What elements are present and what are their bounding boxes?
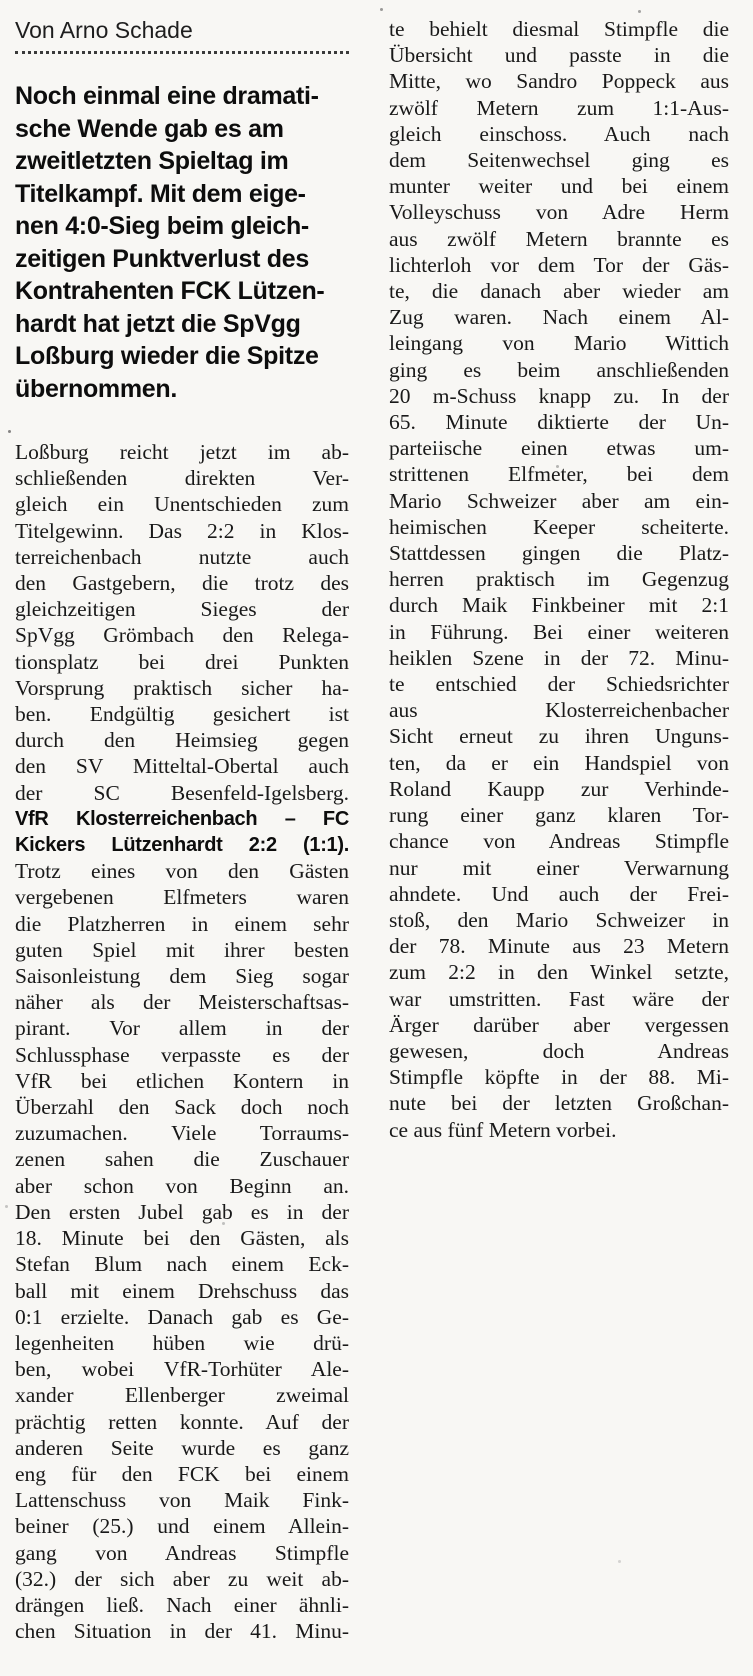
text-line: chance von Andreas Stimpfle: [389, 829, 729, 854]
text-line: VfR Klosterreichenbach – FC: [15, 807, 349, 830]
text-line: Stimpfle köpfte in der 88. Mi-: [389, 1065, 729, 1090]
text-line: 0:1 erzielte. Danach gab es Ge-: [15, 1304, 349, 1329]
text-line: stoß, den Mario Schweizer in: [389, 907, 729, 932]
text-line: Noch einmal eine dramati-: [15, 82, 319, 110]
text-line: Saisonleistung dem Sieg sogar: [15, 964, 349, 989]
body-paragraph-1: [15, 439, 349, 806]
text-line: ball mit einem Drehschuss das: [15, 1278, 349, 1303]
text-line: heiklen Szene in der 72. Minu-: [389, 645, 729, 670]
text-line: Schlussphase verpasste es der: [15, 1042, 349, 1067]
text-line: Den ersten Jubel gab es in der: [15, 1199, 349, 1224]
text-line: drängen ließ. Nach einer ähnli-: [15, 1592, 349, 1617]
text-line: prächtig retten konnte. Auf der: [15, 1409, 349, 1434]
byline: Von Arno Schade: [15, 16, 349, 54]
scan-noise: [8, 430, 11, 433]
text-line: Loßburg reicht jetzt im ab-: [15, 440, 349, 464]
text-line: Stattdessen gingen die Platz-: [389, 541, 729, 566]
text-line: herren praktisch im Gegenzug: [389, 567, 729, 592]
text-line: den Gastgebern, die trotz des: [15, 571, 349, 596]
text-line: gewesen, doch Andreas: [389, 1038, 729, 1063]
text-line: 20 m-Schuss knapp zu. In der: [389, 383, 729, 408]
left-column: [15, 16, 349, 1644]
text-line: ben, wobei VfR-Torhüter Ale-: [15, 1357, 349, 1382]
lead-paragraph: [15, 80, 349, 405]
text-line: xander Ellenberger zweimal: [15, 1383, 349, 1408]
body-paragraph-2: [15, 858, 349, 1644]
text-line: aus Klosterreichenbacher: [389, 698, 729, 723]
text-line: anderen Seite wurde es ganz: [15, 1435, 349, 1460]
text-line: ce aus fünf Metern vorbei.: [389, 1117, 617, 1142]
text-line: übernommen.: [15, 374, 177, 403]
text-line: tionsplatz bei drei Punkten: [15, 649, 349, 674]
text-line: Kontrahenten FCK Lützen-: [15, 277, 325, 305]
text-line: parteiische einen etwas um-: [389, 436, 729, 461]
text-line: te, die danach aber wieder am: [389, 279, 729, 304]
text-line: nen 4:0-Sieg beim gleich-: [15, 212, 309, 240]
text-line: legenheiten hüben wie drü-: [15, 1330, 349, 1355]
text-line: schließenden direkten Ver-: [15, 466, 349, 491]
text-line: Roland Kaupp zur Verhinde-: [389, 776, 729, 801]
text-line: Vorsprung praktisch sicher ha-: [15, 675, 349, 700]
text-line: Titelgewinn. Das 2:2 in Klos-: [15, 518, 349, 543]
text-line: in Führung. Bei einer weiteren: [389, 619, 729, 644]
text-line: ben. Endgültig gesichert ist: [15, 702, 349, 727]
text-line: durch Maik Finkbeiner mit 2:1: [389, 593, 729, 618]
text-line: eng für den FCK bei einem: [15, 1461, 349, 1486]
text-line: 65. Minute diktierte der Un-: [389, 410, 729, 435]
text-line: guten Spiel mit ihrer besten: [15, 937, 349, 962]
text-line: SpVgg Grömbach den Relega-: [15, 623, 349, 648]
text-line: Zug waren. Nach einem Al-: [389, 305, 729, 330]
text-line: vergebenen Elfmeters waren: [15, 885, 349, 910]
text-line: aber schon von Beginn an.: [15, 1173, 349, 1198]
text-line: te entschied der Schiedsrichter: [389, 672, 729, 697]
text-line: ten, da er ein Handspiel von: [389, 750, 729, 775]
text-line: heimischen Keeper scheiterte.: [389, 514, 729, 539]
text-line: die Platzherren in einem sehr: [15, 911, 349, 936]
text-line: ahndete. Und auch der Frei-: [389, 881, 729, 906]
text-line: zwölf Metern zum 1:1-Aus-: [389, 95, 729, 120]
text-line: pirant. Vor allem in der: [15, 1016, 349, 1041]
text-line: näher als der Meisterschaftsas-: [15, 990, 349, 1015]
text-line: strittenen Elfmeter, bei dem: [389, 462, 729, 487]
text-line: Ärger darüber aber vergessen: [389, 1012, 729, 1037]
match-result-subhead: [15, 806, 349, 858]
text-line: dem Seitenwechsel ging es: [389, 148, 729, 173]
text-line: zuzumachen. Viele Torraums-: [15, 1121, 349, 1146]
text-line: Übersicht und passte in die: [389, 43, 729, 68]
text-line: durch den Heimsieg gegen: [15, 728, 349, 753]
text-line: den SV Mitteltal-Obertal auch: [15, 754, 349, 779]
text-line: zenen sahen die Zuschauer: [15, 1147, 349, 1172]
text-line: gleichzeitigen Sieges der: [15, 597, 349, 622]
text-line: beiner (25.) und einem Allein-: [15, 1514, 349, 1539]
text-line: war umstritten. Fast wäre der: [389, 986, 729, 1011]
text-line: Trotz eines von den Gästen: [15, 859, 349, 884]
text-line: munter weiter und bei einem: [389, 174, 729, 199]
text-line: aus zwölf Metern brannte es: [389, 226, 729, 251]
text-line: gleich einschoss. Auch nach: [389, 121, 729, 146]
text-line: nute bei der letzten Großchan-: [389, 1091, 729, 1116]
text-line: lichterloh vor dem Tor der Gäs-: [389, 252, 729, 277]
text-line: 18. Minute bei den Gästen, als: [15, 1226, 349, 1251]
text-line: gleich ein Unentschieden zum: [15, 492, 349, 517]
text-line: nur mit einer Verwarnung: [389, 855, 729, 880]
text-line: sche Wende gab es am: [15, 114, 284, 143]
text-line: Loßburg wieder die Spitze: [15, 342, 319, 370]
text-line: (32.) der sich aber zu weit ab-: [15, 1566, 349, 1591]
text-line: zeitigen Punktverlust des: [15, 244, 309, 273]
text-line: Lattenschuss von Maik Fink-: [15, 1488, 349, 1513]
text-line: Mitte, wo Sandro Poppeck aus: [389, 69, 729, 94]
text-line: Stefan Blum nach einem Eck-: [15, 1252, 349, 1277]
text-line: Sicht erneut zu ihren Unguns-: [389, 724, 729, 749]
text-line: Kickers Lützenhardt 2:2 (1:1).: [15, 834, 349, 857]
text-line: Titelkampf. Mit dem eige-: [15, 179, 306, 208]
text-line: te behielt diesmal Stimpfle die: [389, 17, 729, 41]
text-line: der SC Besenfeld-Igelsberg.: [15, 780, 349, 805]
text-line: leingang von Mario Wittich: [389, 331, 729, 356]
right-column: [389, 16, 729, 1143]
text-line: hardt hat jetzt die SpVgg: [15, 309, 301, 338]
text-line: terreichenbach nutzte auch: [15, 544, 349, 569]
body-paragraph-3: [389, 16, 729, 1143]
text-line: zum 2:2 in den Winkel setzte,: [389, 960, 729, 985]
text-line: Mario Schweizer aber am ein-: [389, 488, 729, 513]
text-line: Überzahl den Sack doch noch: [15, 1095, 349, 1120]
text-line: gang von Andreas Stimpfle: [15, 1540, 349, 1565]
text-line: Volleyschuss von Adre Herm: [389, 200, 729, 225]
text-line: ging es beim anschließenden: [389, 357, 729, 382]
text-line: zweitletzten Spieltag im: [15, 147, 289, 175]
text-line: chen Situation in der 41. Minu-: [15, 1619, 349, 1644]
text-line: rung einer ganz klaren Tor-: [389, 803, 729, 828]
text-line: der 78. Minute aus 23 Metern: [389, 934, 729, 959]
text-line: VfR bei etlichen Kontern in: [15, 1068, 349, 1093]
